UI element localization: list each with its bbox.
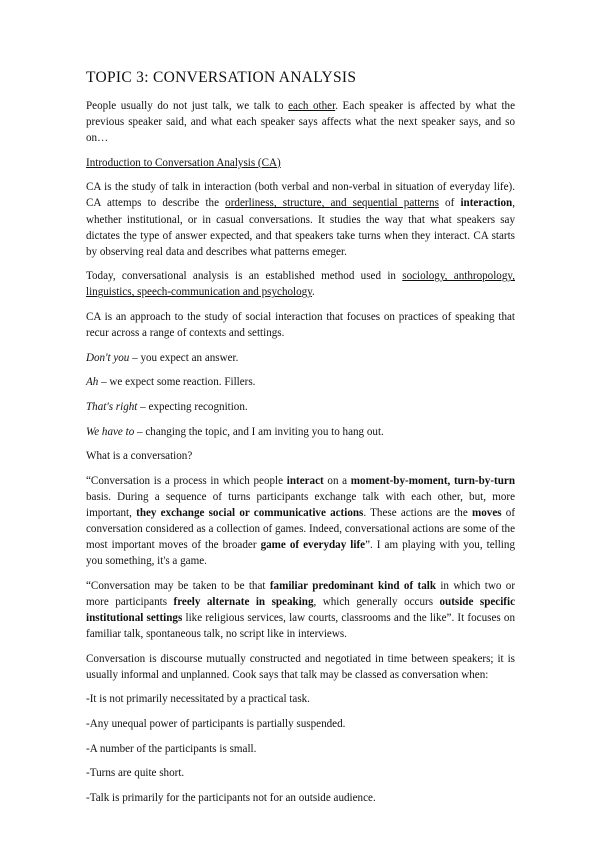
discourse-paragraph: Conversation is discourse mutually constructed and negotiated in time between speakers; it is usually informal and unplanned. Cook says that talk may be classed as conversation when: (86, 652, 515, 681)
condition-item: -Any unequal power of participants is partially suspended. (86, 717, 346, 730)
example-term: We have to (86, 425, 135, 438)
intro-underlined: each other (288, 100, 336, 112)
quote1-text-f: of conversation considered as a collection of games. Indeed, conversational actions are some of the most important moves of the broader (86, 506, 516, 552)
example-item (86, 399, 515, 415)
method-underlined: sociology, anthropology, linguistics, speech-communication and psychology (86, 270, 515, 299)
page-title: TOPIC 3: CONVERSATION ANALYSIS (86, 69, 357, 86)
quote2-text-a: “Conversation may be taken to be that (86, 579, 270, 592)
condition-item: -Talk is primarily for the participants not for an outside audience. (86, 791, 376, 804)
example-term: Don't you (86, 351, 130, 364)
ca-bold: interaction (460, 197, 513, 210)
method-text-a: Today, conversational analysis is an established method used in (86, 270, 403, 283)
quote1-text-c: on a (323, 474, 351, 487)
example-desc: – you expect an answer. (129, 351, 239, 364)
quote2-bold-3: outside specific institutional settings (86, 595, 515, 624)
intro-text-b: . Each speaker is affected by what the previous speaker said, and what each speaker says affects what the next speaker says, and so on… (86, 100, 515, 145)
ca-definition-paragraph (86, 179, 515, 259)
question-line: What is a conversation? (86, 450, 193, 463)
quote-paragraph-2 (86, 578, 515, 642)
page-content (86, 68, 515, 814)
ca-underlined: orderliness, structure, and sequential patterns (225, 197, 439, 210)
ca-text-b: of (438, 197, 461, 210)
quote1-text-e: . These actions are the (363, 506, 472, 519)
quote1-bold-2: moment-by-moment, turn-by-turn (350, 474, 515, 487)
quote2-text-e: like religious services, law courts, classrooms and the like”. It focuses on familiar talk, spontaneous talk, no script like in interviews. (86, 611, 515, 641)
method-text-b: . (312, 286, 315, 299)
intro-paragraph (86, 98, 515, 146)
approach-paragraph: CA is an approach to the study of social interaction that focuses on practices of speaking that recur across a range of contexts and settings. (86, 311, 515, 340)
condition-item: -A number of the participants is small. (86, 742, 257, 755)
section-heading-text: Introduction to Conversation Analysis (CA) (86, 156, 281, 169)
example-item (86, 374, 515, 390)
quote1-bold-5: game of everyday life (260, 539, 366, 552)
example-desc: – expecting recognition. (137, 400, 248, 413)
quote2-text-d: , which generally occurs (313, 595, 440, 608)
example-item (86, 350, 515, 366)
quote-paragraph-1 (86, 473, 515, 570)
quote1-bold-4: moves (471, 506, 502, 519)
quote1-text-a: “Conversation is a process in which people (86, 474, 287, 487)
quote1-bold-1: interact (286, 474, 324, 487)
quote2-bold-1: familiar predominant kind of talk (269, 579, 436, 592)
quote2-bold-2: freely alternate in speaking (173, 595, 314, 608)
example-desc: – changing the topic, and I am inviting you to hang out. (134, 425, 384, 438)
quote1-text-g: ”. I am playing with you, telling you something, it's a game. (86, 539, 515, 568)
ca-text-c: , whether institutional, or in casual conversations. It studies the way that what speakers say dictates the type of answer expected, and that speakers take turns when they interact. CA starts by observing real data and describes what patterns emeger. (86, 197, 515, 258)
established-method-paragraph (86, 268, 515, 300)
condition-item: -It is not primarily necessitated by a practical task. (86, 693, 310, 706)
example-item (86, 424, 515, 440)
condition-item: -Turns are quite short. (86, 767, 185, 780)
example-desc: – we expect some reaction. Fillers. (98, 376, 256, 389)
quote1-bold-3: they exchange social or communicative actions (136, 506, 364, 519)
example-term: That's right (86, 400, 138, 413)
intro-text-a: People usually do not just talk, we talk to (86, 100, 289, 112)
example-term: Ah (86, 376, 99, 389)
ca-text-a: CA is the study of talk in interaction (both verbal and non-verbal in situation of everyday life). CA attemps to describe the (86, 181, 515, 210)
quote2-text-c: in which two or more participants (86, 579, 516, 608)
section-heading (86, 155, 515, 171)
quote1-text-d: basis. During a sequence of turns participants exchange talk with each other, but, more important, (86, 490, 515, 519)
